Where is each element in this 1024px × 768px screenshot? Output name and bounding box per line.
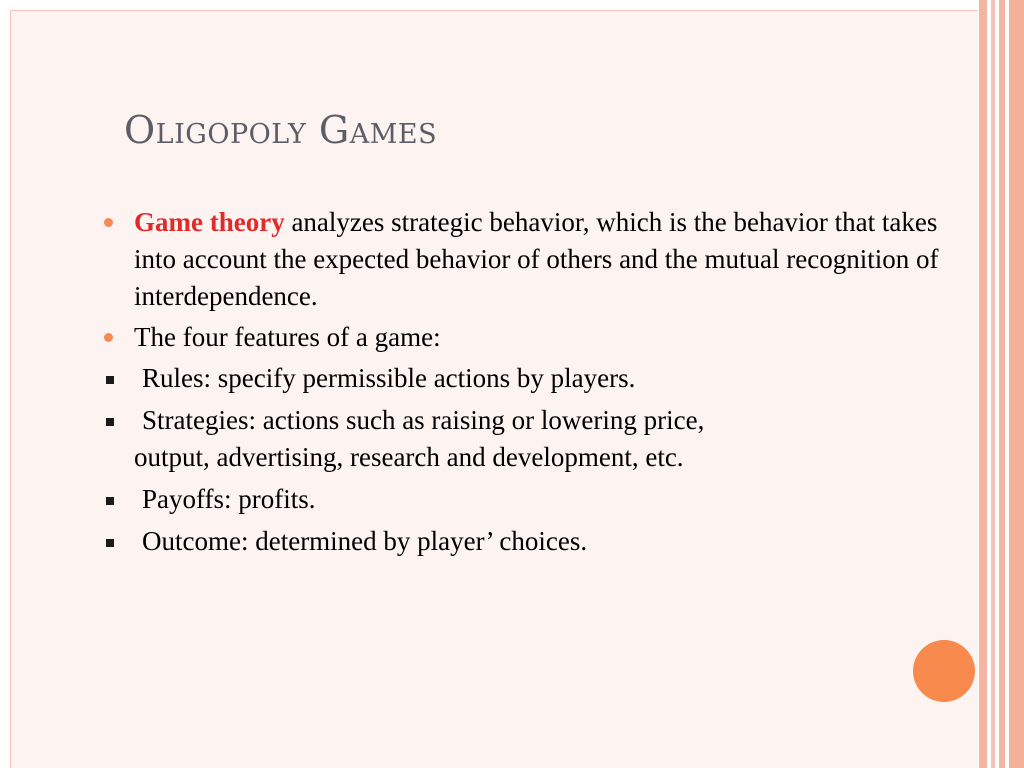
decorative-stripe	[999, 0, 1005, 768]
decorative-stripe	[991, 0, 995, 768]
bullet-item	[104, 204, 944, 315]
bullet-item	[104, 319, 944, 356]
sub-bullet-text: Rules: specify permissible actions by players.	[142, 363, 636, 393]
slide-content	[104, 204, 944, 565]
decorative-stripe	[979, 0, 987, 768]
square-bullet-icon	[106, 376, 114, 384]
bullet-text: The four features of a game:	[134, 322, 441, 352]
sub-bullet-item	[104, 360, 944, 397]
bullet-text: analyzes strategic behavior, which is the behavior that takes into account the expected behavior of others and the mutual recognition of interdependence.	[134, 207, 939, 311]
sub-bullet-item	[104, 481, 944, 518]
sub-bullet-text: Payoffs: profits.	[142, 484, 316, 514]
square-bullet-icon	[106, 418, 114, 426]
sub-bullet-text: Outcome: determined by player’ choices.	[142, 526, 588, 556]
sub-bullet-item	[104, 523, 944, 560]
bullet-highlight: Game theory	[134, 207, 285, 237]
bullet-dot-icon	[104, 333, 113, 342]
square-bullet-icon	[106, 539, 114, 547]
sub-bullet-item	[104, 402, 944, 476]
slide-title: Oligopoly Games	[124, 108, 438, 152]
square-bullet-icon	[106, 497, 114, 505]
sub-bullet-continuation: output, advertising, research and development, etc.	[134, 442, 684, 472]
decorative-stripe	[1009, 0, 1024, 768]
bullet-dot-icon	[104, 218, 113, 227]
sub-bullet-text: Strategies: actions such as raising or lowering price,	[142, 405, 705, 435]
accent-circle	[913, 640, 975, 702]
